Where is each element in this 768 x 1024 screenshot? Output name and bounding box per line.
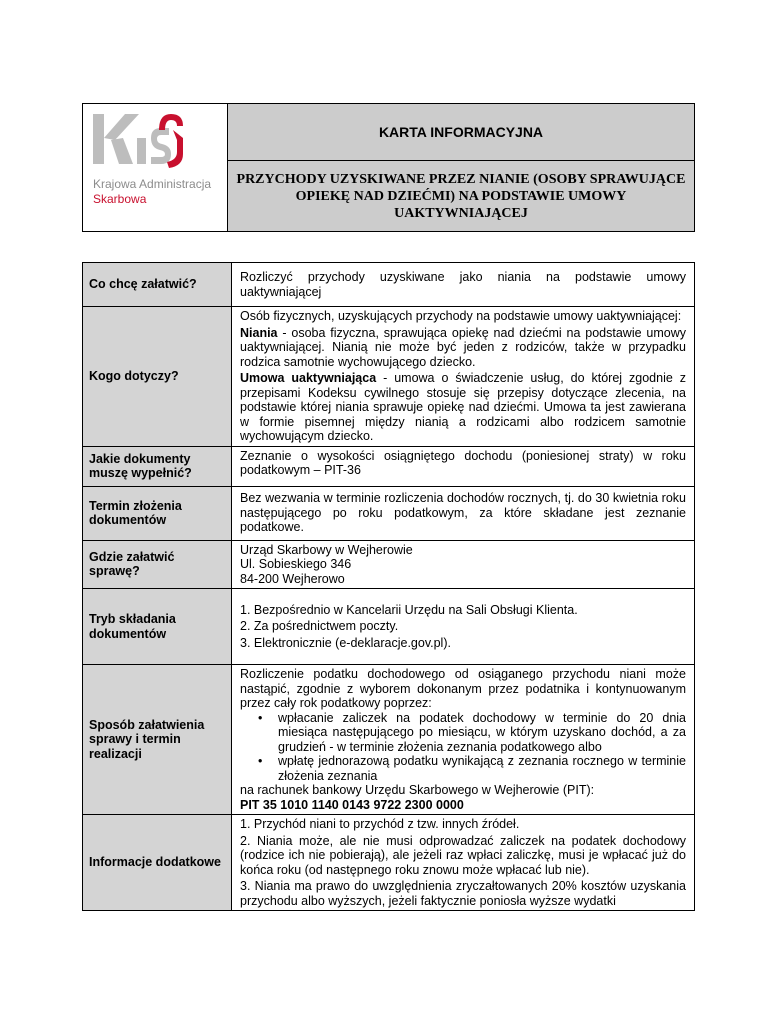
- office-name: Urząd Skarbowy w Wejherowie: [240, 542, 413, 557]
- informacje-item-2: 2. Niania może, ale nie musi odprowadzać zaliczek na podatek dochodowy (rodzice ich nie pobierają), ale jeżeli raz wpłaci zaliczkę, musi je wpłacać już do końca roku (od następnego roku znowu może wpłacać lub nie).: [240, 833, 686, 877]
- page-title: KARTA INFORMACYJNA: [378, 124, 544, 140]
- informacje-item-1: 1. Przychód niani to przychód z tzw. innych źródeł.: [240, 817, 520, 831]
- row-informacje: [83, 815, 695, 911]
- title-cell: [228, 104, 695, 161]
- header-table: [82, 103, 695, 232]
- row-label-sposob: Sposób załatwienia sprawy i termin realizacji: [83, 665, 232, 815]
- row-co-chce: [83, 263, 695, 307]
- account-line: na rachunek bankowy Urzędu Skarbowego w Wejherowie (PIT):: [240, 783, 595, 797]
- row-content-informacje: [232, 815, 695, 911]
- logo-text-line2: Skarbowa: [93, 192, 147, 206]
- row-dokumenty: [83, 446, 695, 486]
- row-label-informacje: Informacje dodatkowe: [83, 815, 232, 911]
- sposob-bullet-1: • wpłacanie zaliczek na podatek dochodowy w terminie do 20 dnia miesiąca następującego po miesiącu, w którym uzyskano dochód, a za grudzień - w terminie złożenia zeznania podatkowego albo: [278, 711, 686, 755]
- umowa-term: Umowa uaktywniająca: [240, 371, 377, 385]
- row-content-co-chce: [232, 263, 695, 307]
- row-sposob: [83, 665, 695, 815]
- termin-text: Bez wezwania w terminie rozliczenia dochodów rocznych, tj. do 30 kwietnia roku następującego po roku podatkowym, za które składane jest zeznanie podatkowe.: [240, 491, 686, 535]
- informacje-item-3: 3. Niania ma prawo do uwzględnienia zryczałtowanych 20% kosztów uzyskania przychodu albo wyższych, jeżeli faktycznie poniosła wyższe wydatki: [240, 879, 686, 908]
- account-number: PIT 35 1010 1140 0143 9722 2300 0000: [240, 797, 464, 812]
- kogo-umowa: [240, 371, 686, 444]
- tryb-item-2: 2. Za pośrednictwem poczty.: [240, 619, 399, 634]
- kas-logo-icon: [89, 108, 189, 174]
- row-termin: [83, 486, 695, 540]
- sposob-bullet-2: • wpłatę jednorazową podatku wynikającą z zeznania rocznego w terminie złożenia zeznania: [278, 754, 686, 783]
- sposob-intro: Rozliczenie podatku dochodowego od osiąganego przychodu niani może nastąpić, zgodnie z wyborem dokonanym przez podatnika i kontynuowanym przez cały rok podatkowy poprzez:: [240, 667, 686, 710]
- tryb-item-3: 3. Elektronicznie (e-deklaracje.gov.pl).: [240, 635, 451, 650]
- kogo-niania: [240, 326, 686, 370]
- niania-term: Niania: [240, 325, 278, 340]
- row-label-co-chce: Co chcę załatwić?: [83, 263, 232, 307]
- niania-definition: - osoba fizyczna, sprawująca opiekę nad dziećmi na podstawie umowy uaktywniającej. Nianią nie może być jeden z rodziców, także w przypadku rodzica samotnie wychowującego dziecko.: [240, 325, 686, 369]
- info-table: [82, 262, 695, 911]
- row-content-termin: [232, 486, 695, 540]
- row-label-kogo: Kogo dotyczy?: [83, 307, 232, 447]
- umowa-definition: - umowa o świadczenie usług, do której zgodnie z przepisami Kodeksu cywilnego stosuje się przepisy dotyczące zlecenia, na podstawie której niania sprawuje opiekę nad dziećmi. Umowa ta jest zawierana w formie pisemnej między nianią a rodzicami albo rodzicem samotnie wychowującym dziecko.: [240, 371, 686, 443]
- row-content-sposob: [232, 665, 695, 815]
- dokumenty-text: Zeznanie o wysokości osiągniętego dochodu (poniesionej straty) w roku podatkowym – PIT-36: [240, 448, 686, 477]
- page-subtitle: PRZYCHODY UZYSKIWANE PRZEZ NIANIE (OSOBY SPRAWUJĄCE OPIEKĘ NAD DZIEĆMI) NA PODSTAWIE UMOWY UAKTYWNIAJĄCEJ: [236, 171, 686, 221]
- row-content-tryb: [232, 589, 695, 665]
- row-label-termin: Termin złożenia dokumentów: [83, 486, 232, 540]
- row-label-gdzie: Gdzie załatwić sprawę?: [83, 540, 232, 589]
- logo-text-line1: Krajowa Administracja: [93, 177, 212, 191]
- subtitle-cell: [228, 161, 695, 232]
- co-chce-text: Rozliczyć przychody uzyskiwane jako niania na podstawie umowy uaktywniającej: [240, 270, 686, 299]
- logo-cell: [83, 104, 228, 232]
- row-content-dokumenty: [232, 446, 695, 486]
- kogo-intro: Osób fizycznych, uzyskujących przychody na podstawie umowy uaktywniającej:: [240, 309, 682, 323]
- tryb-item-1: 1. Bezpośrednio w Kancelarii Urzędu na Sali Obsługi Klienta.: [240, 602, 578, 617]
- row-label-tryb: Tryb składania dokumentów: [83, 589, 232, 665]
- row-gdzie: [83, 540, 695, 589]
- office-street: Ul. Sobieskiego 346: [240, 557, 352, 571]
- sposob-bullet-list: [240, 711, 686, 784]
- row-tryb: [83, 589, 695, 665]
- row-content-gdzie: [232, 540, 695, 589]
- row-kogo: [83, 307, 695, 447]
- row-content-kogo: [232, 307, 695, 447]
- row-label-dokumenty: Jakie dokumenty muszę wypełnić?: [83, 446, 232, 486]
- office-city: 84-200 Wejherowo: [240, 571, 345, 586]
